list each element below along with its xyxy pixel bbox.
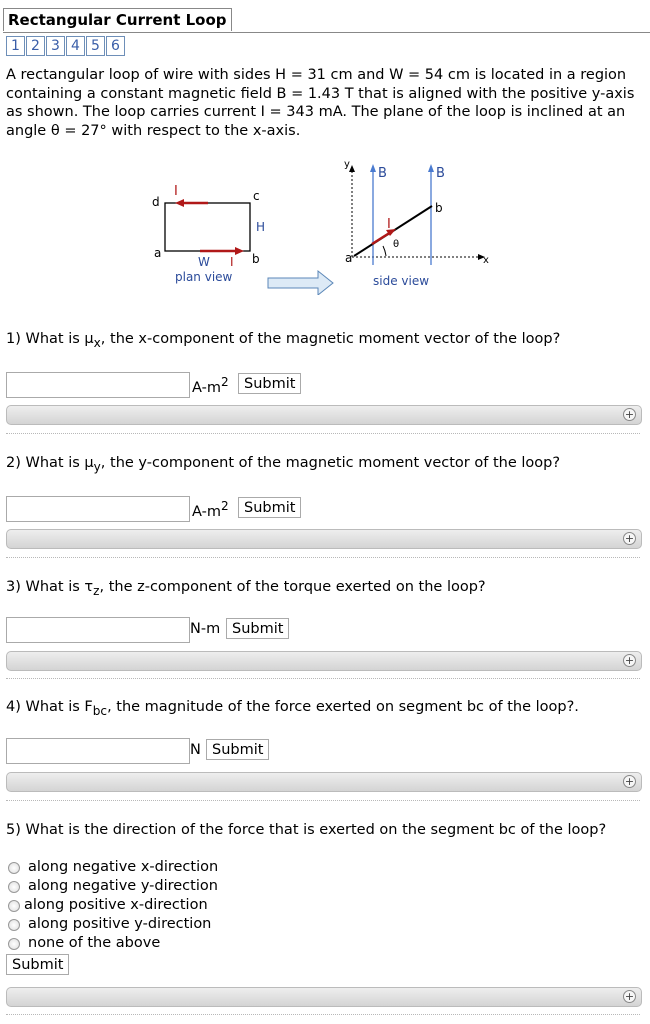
label-a: a	[154, 246, 162, 260]
question-number: 1)	[6, 331, 21, 347]
question-number: 4)	[6, 699, 21, 715]
submit-button-5[interactable]: Submit	[6, 954, 69, 975]
plus-circle-icon[interactable]: +	[624, 654, 635, 667]
separator	[6, 800, 640, 801]
option-label: along positive y-direction	[28, 916, 212, 932]
question-number: 3)	[6, 579, 21, 595]
subscript: y	[93, 459, 101, 474]
unit-4: N	[190, 742, 201, 758]
submit-button-2[interactable]: Submit	[238, 497, 301, 518]
plus-circle-icon[interactable]: +	[624, 775, 635, 788]
plus-circle-icon[interactable]: +	[624, 408, 635, 421]
option-row[interactable]	[8, 896, 218, 915]
subscript: z	[93, 583, 100, 598]
loop-figure	[140, 155, 510, 295]
question-text: What is	[25, 579, 85, 595]
hint-bar-1[interactable]	[6, 405, 642, 425]
label-I-side: I	[387, 217, 391, 232]
question-4	[6, 699, 579, 718]
option-label: along negative x-direction	[28, 859, 219, 875]
hint-bar-5[interactable]	[6, 987, 642, 1007]
question-text: What is	[25, 699, 85, 715]
label-W: W	[198, 255, 210, 269]
separator	[6, 433, 640, 434]
plan-loop	[165, 203, 250, 251]
question-2	[6, 455, 560, 474]
question-text-rest: , the magnitude of the force exerted on segment bc of the loop?.	[107, 699, 579, 715]
axis-y-label: y	[344, 159, 350, 170]
separator	[6, 1014, 640, 1015]
answer-input-1[interactable]	[6, 372, 190, 398]
label-b: b	[252, 252, 260, 266]
subscript: bc	[92, 703, 108, 718]
page-title: Rectangular Current Loop	[3, 8, 232, 31]
unit-3: N-m	[190, 621, 221, 637]
tab-6[interactable]: 6	[106, 36, 125, 56]
separator	[6, 678, 640, 679]
label-b-side: b	[435, 201, 443, 215]
hint-bar-4[interactable]	[6, 772, 642, 792]
option-row[interactable]	[8, 934, 218, 953]
tab-4[interactable]: 4	[66, 36, 85, 56]
label-c: c	[253, 189, 260, 203]
question-text: What is	[25, 455, 85, 471]
label-I-bottom: I	[230, 255, 234, 269]
label-H: H	[256, 220, 266, 234]
option-row[interactable]	[8, 915, 218, 934]
axis-x-label: x	[483, 255, 489, 266]
label-theta: θ	[393, 239, 400, 250]
plus-circle-icon[interactable]: +	[624, 990, 635, 1003]
option-label: none of the above	[28, 935, 161, 951]
symbol: μ	[84, 331, 94, 347]
radio-button[interactable]	[8, 881, 20, 893]
unit-2: $A-m^2$	[192, 499, 229, 520]
radio-button[interactable]	[8, 938, 20, 950]
submit-button-4[interactable]: Submit	[206, 739, 269, 760]
question-text-rest: , the z-component of the torque exerted on the loop?	[99, 579, 486, 595]
plus-circle-icon[interactable]: +	[624, 532, 635, 545]
symbol: μ	[84, 455, 94, 471]
hint-bar-3[interactable]	[6, 651, 642, 671]
hint-bar-2[interactable]	[6, 529, 642, 549]
question-text: What is	[25, 331, 85, 347]
B-label-1: B	[378, 166, 387, 181]
answer-input-4[interactable]	[6, 738, 190, 764]
radio-button[interactable]	[8, 919, 20, 931]
symbol: τ	[84, 579, 94, 595]
problem-statement: A rectangular loop of wire with sides H = 31 cm and W = 54 cm is located in a region containing a constant magnetic field B = 1.43 T that is aligned with the positive y-axis as shown. The loop carries current I = 343 mA. The plane of the loop is inclined at an angle θ = 27° with respect to the x-axis.	[6, 67, 635, 139]
separator	[6, 557, 640, 558]
unit-1: $A-m^2$	[192, 375, 229, 396]
plan-view-caption: plan view	[175, 270, 233, 284]
question-text-rest: , the y-component of the magnetic moment vector of the loop?	[100, 455, 561, 471]
symbol: F	[84, 699, 93, 715]
option-row[interactable]	[8, 877, 218, 896]
question-3	[6, 579, 486, 598]
label-d: d	[152, 195, 160, 209]
arrow-right-icon	[268, 271, 333, 295]
question-tabs	[6, 36, 126, 56]
label-I-top: I	[174, 184, 178, 199]
tab-3[interactable]: 3	[46, 36, 65, 56]
tab-5[interactable]: 5	[86, 36, 105, 56]
tab-2[interactable]: 2	[26, 36, 45, 56]
submit-button-3[interactable]: Submit	[226, 618, 289, 639]
radio-button[interactable]	[8, 862, 20, 874]
question-number: 2)	[6, 455, 21, 471]
option-label: along negative y-direction	[28, 878, 218, 894]
submit-button-1[interactable]: Submit	[238, 373, 301, 394]
B-label-2: B	[436, 166, 445, 181]
answer-input-3[interactable]	[6, 617, 190, 643]
question-text-rest: , the x-component of the magnetic moment vector of the loop?	[100, 331, 561, 347]
question-5: 5) What is the direction of the force that is exerted on the segment bc of the loop?	[6, 822, 607, 838]
subscript: x	[93, 335, 101, 350]
option-label: along positive x-direction	[24, 897, 208, 913]
option-row[interactable]	[8, 858, 218, 877]
answer-input-2[interactable]	[6, 496, 190, 522]
tab-1[interactable]: 1	[6, 36, 25, 56]
radio-button[interactable]	[8, 900, 20, 912]
question-1	[6, 331, 560, 350]
label-a-side: a	[345, 251, 353, 265]
direction-options	[8, 858, 218, 953]
side-view-caption: side view	[373, 274, 430, 288]
